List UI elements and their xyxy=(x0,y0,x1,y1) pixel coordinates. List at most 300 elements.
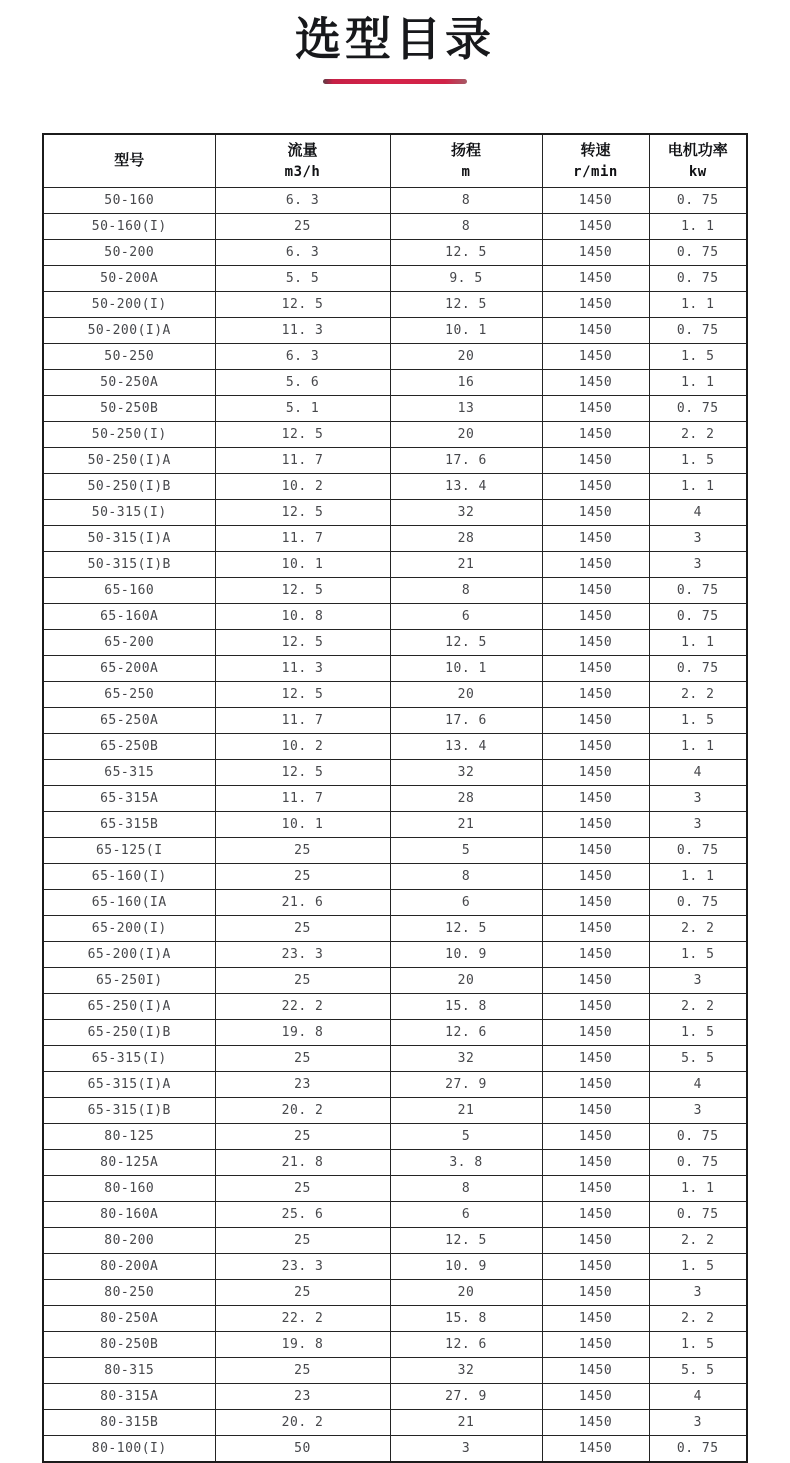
model-cell: 50-200A xyxy=(43,266,215,292)
model-cell: 50-250B xyxy=(43,396,215,422)
speed-cell: 1450 xyxy=(542,682,649,708)
flow-cell: 21. 8 xyxy=(215,1150,390,1176)
model-cell: 65-250(I)B xyxy=(43,1020,215,1046)
head-cell: 32 xyxy=(390,760,542,786)
model-cell: 65-315(I)B xyxy=(43,1098,215,1124)
model-cell: 65-160 xyxy=(43,578,215,604)
table-row xyxy=(43,344,747,370)
speed-cell: 1450 xyxy=(542,318,649,344)
head-cell: 8 xyxy=(390,214,542,240)
power-cell: 1. 1 xyxy=(649,214,747,240)
speed-cell: 1450 xyxy=(542,994,649,1020)
model-cell: 50-250 xyxy=(43,344,215,370)
power-cell: 3 xyxy=(649,1098,747,1124)
power-cell: 2. 2 xyxy=(649,1228,747,1254)
speed-cell: 1450 xyxy=(542,240,649,266)
flow-cell: 25 xyxy=(215,1176,390,1202)
speed-cell: 1450 xyxy=(542,760,649,786)
table-row xyxy=(43,708,747,734)
power-cell: 1. 5 xyxy=(649,708,747,734)
table-row xyxy=(43,1280,747,1306)
speed-cell: 1450 xyxy=(542,474,649,500)
table-row xyxy=(43,968,747,994)
speed-cell: 1450 xyxy=(542,1254,649,1280)
table-row xyxy=(43,370,747,396)
head-cell: 10. 1 xyxy=(390,318,542,344)
power-cell: 1. 5 xyxy=(649,1332,747,1358)
table-row xyxy=(43,1046,747,1072)
flow-cell: 12. 5 xyxy=(215,500,390,526)
head-cell: 5 xyxy=(390,1124,542,1150)
table-row xyxy=(43,890,747,916)
power-cell: 1. 1 xyxy=(649,292,747,318)
flow-cell: 19. 8 xyxy=(215,1332,390,1358)
flow-cell: 11. 7 xyxy=(215,786,390,812)
power-cell: 5. 5 xyxy=(649,1046,747,1072)
head-cell: 28 xyxy=(390,786,542,812)
speed-cell: 1450 xyxy=(542,630,649,656)
speed-cell: 1450 xyxy=(542,1150,649,1176)
table-row xyxy=(43,214,747,240)
power-cell: 1. 1 xyxy=(649,1176,747,1202)
power-cell: 4 xyxy=(649,1072,747,1098)
flow-cell: 21. 6 xyxy=(215,890,390,916)
model-cell: 50-250(I)B xyxy=(43,474,215,500)
model-cell: 50-250(I) xyxy=(43,422,215,448)
flow-cell: 11. 3 xyxy=(215,656,390,682)
flow-cell: 5. 1 xyxy=(215,396,390,422)
power-cell: 0. 75 xyxy=(649,1124,747,1150)
power-cell: 3 xyxy=(649,552,747,578)
speed-cell: 1450 xyxy=(542,266,649,292)
flow-cell: 10. 2 xyxy=(215,474,390,500)
speed-cell: 1450 xyxy=(542,812,649,838)
selection-table xyxy=(42,133,748,1463)
head-cell: 12. 6 xyxy=(390,1020,542,1046)
model-cell: 65-200(I)A xyxy=(43,942,215,968)
speed-cell: 1450 xyxy=(542,968,649,994)
speed-cell: 1450 xyxy=(542,1202,649,1228)
head-cell: 10. 9 xyxy=(390,1254,542,1280)
column-label: 流量 xyxy=(287,141,318,159)
model-cell: 65-200A xyxy=(43,656,215,682)
speed-cell: 1450 xyxy=(542,500,649,526)
model-cell: 80-200A xyxy=(43,1254,215,1280)
speed-cell: 1450 xyxy=(542,864,649,890)
flow-cell: 50 xyxy=(215,1436,390,1463)
flow-cell: 10. 8 xyxy=(215,604,390,630)
model-cell: 65-250 xyxy=(43,682,215,708)
head-cell: 12. 5 xyxy=(390,240,542,266)
speed-cell: 1450 xyxy=(542,188,649,214)
table-row xyxy=(43,188,747,214)
speed-cell: 1450 xyxy=(542,1332,649,1358)
column-unit-label: m3/h xyxy=(284,163,321,180)
head-cell: 17. 6 xyxy=(390,448,542,474)
head-cell: 20 xyxy=(390,682,542,708)
table-row xyxy=(43,1228,747,1254)
power-cell: 3 xyxy=(649,786,747,812)
model-cell: 65-160(I) xyxy=(43,864,215,890)
speed-cell: 1450 xyxy=(542,448,649,474)
speed-cell: 1450 xyxy=(542,344,649,370)
head-cell: 10. 1 xyxy=(390,656,542,682)
table-row xyxy=(43,1436,747,1463)
speed-cell: 1450 xyxy=(542,370,649,396)
speed-cell: 1450 xyxy=(542,578,649,604)
header-row xyxy=(43,134,747,188)
head-cell: 9. 5 xyxy=(390,266,542,292)
power-cell: 1. 1 xyxy=(649,474,747,500)
model-cell: 65-200 xyxy=(43,630,215,656)
table-body xyxy=(43,188,747,1463)
flow-cell: 12. 5 xyxy=(215,578,390,604)
speed-cell: 1450 xyxy=(542,1176,649,1202)
table-row xyxy=(43,1358,747,1384)
model-cell: 50-160 xyxy=(43,188,215,214)
flow-cell: 6. 3 xyxy=(215,344,390,370)
head-cell: 21 xyxy=(390,552,542,578)
head-cell: 6 xyxy=(390,604,542,630)
flow-cell: 23. 3 xyxy=(215,942,390,968)
speed-cell: 1450 xyxy=(542,1280,649,1306)
table-row xyxy=(43,1384,747,1410)
head-cell: 12. 6 xyxy=(390,1332,542,1358)
table-row xyxy=(43,916,747,942)
selection-table-wrap xyxy=(42,133,748,1463)
speed-cell: 1450 xyxy=(542,734,649,760)
flow-cell: 22. 2 xyxy=(215,1306,390,1332)
column-header-head xyxy=(390,134,542,188)
speed-cell: 1450 xyxy=(542,214,649,240)
table-row xyxy=(43,266,747,292)
flow-cell: 10. 2 xyxy=(215,734,390,760)
column-unit-label: r/min xyxy=(573,163,618,180)
head-cell: 8 xyxy=(390,1176,542,1202)
power-cell: 2. 2 xyxy=(649,916,747,942)
model-cell: 65-250B xyxy=(43,734,215,760)
power-cell: 2. 2 xyxy=(649,682,747,708)
head-cell: 5 xyxy=(390,838,542,864)
flow-cell: 25 xyxy=(215,968,390,994)
head-cell: 20 xyxy=(390,1280,542,1306)
flow-cell: 6. 3 xyxy=(215,240,390,266)
power-cell: 0. 75 xyxy=(649,838,747,864)
table-row xyxy=(43,500,747,526)
head-cell: 20 xyxy=(390,344,542,370)
table-row xyxy=(43,942,747,968)
column-header-power xyxy=(649,134,747,188)
flow-cell: 11. 3 xyxy=(215,318,390,344)
table-row xyxy=(43,1332,747,1358)
table-row xyxy=(43,1202,747,1228)
speed-cell: 1450 xyxy=(542,1046,649,1072)
table-row xyxy=(43,422,747,448)
table-row xyxy=(43,760,747,786)
speed-cell: 1450 xyxy=(542,1358,649,1384)
head-cell: 12. 5 xyxy=(390,292,542,318)
power-cell: 0. 75 xyxy=(649,656,747,682)
flow-cell: 25 xyxy=(215,1358,390,1384)
head-cell: 12. 5 xyxy=(390,1228,542,1254)
flow-cell: 11. 7 xyxy=(215,526,390,552)
table-row xyxy=(43,838,747,864)
title-underline xyxy=(323,79,467,84)
power-cell: 0. 75 xyxy=(649,1202,747,1228)
head-cell: 20 xyxy=(390,968,542,994)
model-cell: 65-250A xyxy=(43,708,215,734)
flow-cell: 12. 5 xyxy=(215,682,390,708)
model-cell: 80-160 xyxy=(43,1176,215,1202)
flow-cell: 23. 3 xyxy=(215,1254,390,1280)
head-cell: 17. 6 xyxy=(390,708,542,734)
speed-cell: 1450 xyxy=(542,1020,649,1046)
power-cell: 0. 75 xyxy=(649,188,747,214)
power-cell: 3 xyxy=(649,526,747,552)
speed-cell: 1450 xyxy=(542,1072,649,1098)
table-row xyxy=(43,526,747,552)
column-header-model xyxy=(43,134,215,188)
speed-cell: 1450 xyxy=(542,1436,649,1463)
speed-cell: 1450 xyxy=(542,890,649,916)
table-row xyxy=(43,396,747,422)
model-cell: 50-250A xyxy=(43,370,215,396)
power-cell: 1. 5 xyxy=(649,1254,747,1280)
column-header-flow xyxy=(215,134,390,188)
head-cell: 6 xyxy=(390,890,542,916)
power-cell: 0. 75 xyxy=(649,578,747,604)
power-cell: 1. 5 xyxy=(649,344,747,370)
flow-cell: 25 xyxy=(215,864,390,890)
model-cell: 65-315 xyxy=(43,760,215,786)
table-row xyxy=(43,682,747,708)
column-label: 转速 xyxy=(580,141,611,159)
head-cell: 21 xyxy=(390,1098,542,1124)
model-cell: 50-200 xyxy=(43,240,215,266)
model-cell: 50-250(I)A xyxy=(43,448,215,474)
flow-cell: 20. 2 xyxy=(215,1098,390,1124)
flow-cell: 12. 5 xyxy=(215,422,390,448)
power-cell: 0. 75 xyxy=(649,604,747,630)
head-cell: 21 xyxy=(390,1410,542,1436)
speed-cell: 1450 xyxy=(542,708,649,734)
head-cell: 12. 5 xyxy=(390,916,542,942)
model-cell: 50-200(I)A xyxy=(43,318,215,344)
power-cell: 0. 75 xyxy=(649,1150,747,1176)
table-row xyxy=(43,552,747,578)
flow-cell: 19. 8 xyxy=(215,1020,390,1046)
flow-cell: 23 xyxy=(215,1072,390,1098)
flow-cell: 12. 5 xyxy=(215,760,390,786)
flow-cell: 23 xyxy=(215,1384,390,1410)
power-cell: 1. 1 xyxy=(649,864,747,890)
table-row xyxy=(43,1020,747,1046)
model-cell: 80-315 xyxy=(43,1358,215,1384)
column-header-speed xyxy=(542,134,649,188)
flow-cell: 25 xyxy=(215,1280,390,1306)
power-cell: 1. 5 xyxy=(649,1020,747,1046)
flow-cell: 25 xyxy=(215,1046,390,1072)
model-cell: 65-315(I)A xyxy=(43,1072,215,1098)
model-cell: 50-315(I)A xyxy=(43,526,215,552)
table-row xyxy=(43,292,747,318)
power-cell: 4 xyxy=(649,1384,747,1410)
head-cell: 32 xyxy=(390,1046,542,1072)
head-cell: 28 xyxy=(390,526,542,552)
power-cell: 3 xyxy=(649,812,747,838)
speed-cell: 1450 xyxy=(542,838,649,864)
table-row xyxy=(43,656,747,682)
power-cell: 0. 75 xyxy=(649,318,747,344)
column-label: 扬程 xyxy=(450,141,481,159)
flow-cell: 11. 7 xyxy=(215,448,390,474)
model-cell: 50-200(I) xyxy=(43,292,215,318)
head-cell: 10. 9 xyxy=(390,942,542,968)
power-cell: 0. 75 xyxy=(649,240,747,266)
power-cell: 2. 2 xyxy=(649,422,747,448)
table-row xyxy=(43,448,747,474)
flow-cell: 25. 6 xyxy=(215,1202,390,1228)
model-cell: 80-250A xyxy=(43,1306,215,1332)
model-cell: 50-315(I)B xyxy=(43,552,215,578)
flow-cell: 12. 5 xyxy=(215,630,390,656)
speed-cell: 1450 xyxy=(542,422,649,448)
head-cell: 8 xyxy=(390,188,542,214)
flow-cell: 10. 1 xyxy=(215,552,390,578)
model-cell: 65-315A xyxy=(43,786,215,812)
head-cell: 32 xyxy=(390,500,542,526)
flow-cell: 5. 5 xyxy=(215,266,390,292)
table-row xyxy=(43,1150,747,1176)
flow-cell: 12. 5 xyxy=(215,292,390,318)
head-cell: 8 xyxy=(390,864,542,890)
flow-cell: 22. 2 xyxy=(215,994,390,1020)
head-cell: 13. 4 xyxy=(390,734,542,760)
table-row xyxy=(43,1072,747,1098)
model-cell: 80-125 xyxy=(43,1124,215,1150)
table-row xyxy=(43,1410,747,1436)
head-cell: 13 xyxy=(390,396,542,422)
model-cell: 80-160A xyxy=(43,1202,215,1228)
table-row xyxy=(43,734,747,760)
table-row xyxy=(43,630,747,656)
power-cell: 0. 75 xyxy=(649,890,747,916)
column-label: 电机功率 xyxy=(667,141,728,159)
model-cell: 65-250(I)A xyxy=(43,994,215,1020)
head-cell: 32 xyxy=(390,1358,542,1384)
head-cell: 27. 9 xyxy=(390,1384,542,1410)
speed-cell: 1450 xyxy=(542,1410,649,1436)
power-cell: 3 xyxy=(649,1410,747,1436)
flow-cell: 25 xyxy=(215,1124,390,1150)
power-cell: 1. 5 xyxy=(649,942,747,968)
speed-cell: 1450 xyxy=(542,942,649,968)
model-cell: 65-160A xyxy=(43,604,215,630)
model-cell: 80-250 xyxy=(43,1280,215,1306)
flow-cell: 25 xyxy=(215,1228,390,1254)
table-row xyxy=(43,318,747,344)
power-cell: 0. 75 xyxy=(649,396,747,422)
speed-cell: 1450 xyxy=(542,1098,649,1124)
power-cell: 5. 5 xyxy=(649,1358,747,1384)
column-label: 型号 xyxy=(114,152,145,170)
table-row xyxy=(43,1254,747,1280)
power-cell: 0. 75 xyxy=(649,1436,747,1463)
model-cell: 65-315B xyxy=(43,812,215,838)
model-cell: 50-160(I) xyxy=(43,214,215,240)
flow-cell: 25 xyxy=(215,838,390,864)
model-cell: 80-315B xyxy=(43,1410,215,1436)
speed-cell: 1450 xyxy=(542,656,649,682)
model-cell: 80-100(I) xyxy=(43,1436,215,1463)
power-cell: 1. 1 xyxy=(649,734,747,760)
column-unit-label: kw xyxy=(688,163,707,180)
table-row xyxy=(43,1176,747,1202)
speed-cell: 1450 xyxy=(542,526,649,552)
model-cell: 65-250I) xyxy=(43,968,215,994)
table-row xyxy=(43,240,747,266)
model-cell: 80-200 xyxy=(43,1228,215,1254)
table-row xyxy=(43,994,747,1020)
model-cell: 50-315(I) xyxy=(43,500,215,526)
power-cell: 0. 75 xyxy=(649,266,747,292)
speed-cell: 1450 xyxy=(542,1306,649,1332)
flow-cell: 20. 2 xyxy=(215,1410,390,1436)
model-cell: 80-250B xyxy=(43,1332,215,1358)
model-cell: 65-160(IA xyxy=(43,890,215,916)
head-cell: 6 xyxy=(390,1202,542,1228)
table-row xyxy=(43,578,747,604)
model-cell: 65-125(I xyxy=(43,838,215,864)
table-row xyxy=(43,812,747,838)
table-row xyxy=(43,1124,747,1150)
flow-cell: 25 xyxy=(215,214,390,240)
power-cell: 3 xyxy=(649,968,747,994)
head-cell: 15. 8 xyxy=(390,994,542,1020)
power-cell: 2. 2 xyxy=(649,994,747,1020)
power-cell: 4 xyxy=(649,760,747,786)
flow-cell: 5. 6 xyxy=(215,370,390,396)
speed-cell: 1450 xyxy=(542,396,649,422)
table-row xyxy=(43,864,747,890)
table-row xyxy=(43,604,747,630)
table-row xyxy=(43,474,747,500)
power-cell: 1. 5 xyxy=(649,448,747,474)
speed-cell: 1450 xyxy=(542,1124,649,1150)
model-cell: 65-200(I) xyxy=(43,916,215,942)
head-cell: 12. 5 xyxy=(390,630,542,656)
speed-cell: 1450 xyxy=(542,1384,649,1410)
power-cell: 3 xyxy=(649,1280,747,1306)
power-cell: 1. 1 xyxy=(649,370,747,396)
head-cell: 3. 8 xyxy=(390,1150,542,1176)
power-cell: 2. 2 xyxy=(649,1306,747,1332)
speed-cell: 1450 xyxy=(542,1228,649,1254)
head-cell: 8 xyxy=(390,578,542,604)
flow-cell: 11. 7 xyxy=(215,708,390,734)
head-cell: 27. 9 xyxy=(390,1072,542,1098)
flow-cell: 6. 3 xyxy=(215,188,390,214)
table-row xyxy=(43,1306,747,1332)
head-cell: 13. 4 xyxy=(390,474,542,500)
speed-cell: 1450 xyxy=(542,786,649,812)
head-cell: 20 xyxy=(390,422,542,448)
head-cell: 16 xyxy=(390,370,542,396)
power-cell: 4 xyxy=(649,500,747,526)
power-cell: 1. 1 xyxy=(649,630,747,656)
table-row xyxy=(43,1098,747,1124)
head-cell: 3 xyxy=(390,1436,542,1463)
